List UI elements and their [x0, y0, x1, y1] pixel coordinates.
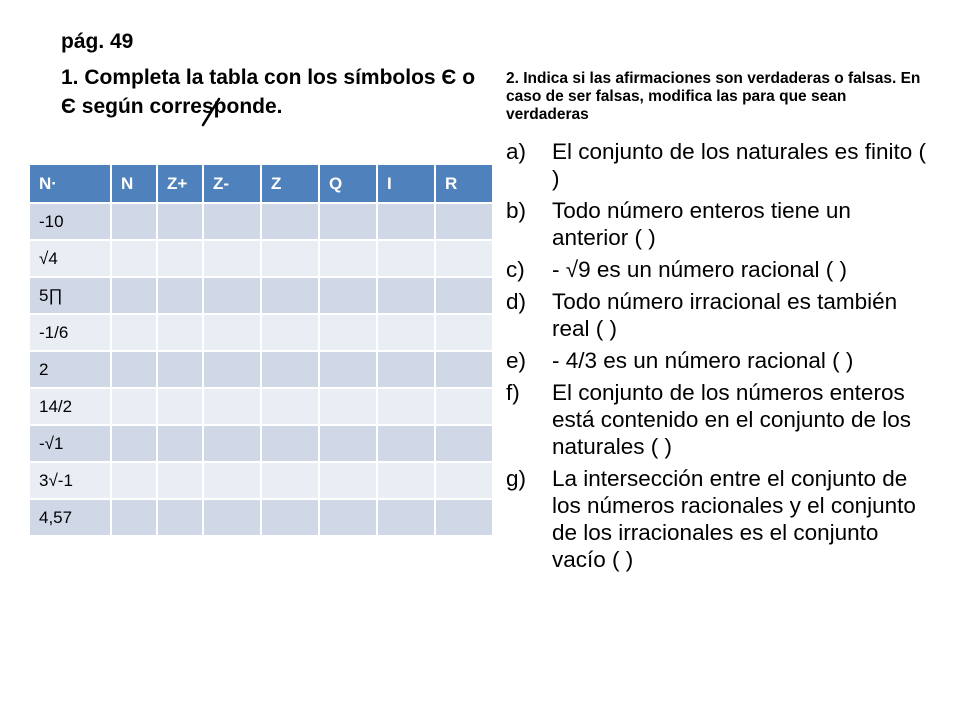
answer-cell[interactable]	[157, 314, 203, 351]
answer-cell[interactable]	[157, 462, 203, 499]
statement-letter: a)	[506, 139, 527, 164]
answer-cell[interactable]	[261, 462, 319, 499]
answer-cell[interactable]	[157, 388, 203, 425]
statement-item	[506, 256, 926, 283]
statement-letter: f)	[506, 380, 520, 405]
answer-cell[interactable]	[435, 314, 493, 351]
answer-cell[interactable]	[157, 203, 203, 240]
table-row	[29, 425, 493, 462]
table-row	[29, 203, 493, 240]
statement-letter: g)	[506, 466, 527, 491]
answer-cell[interactable]	[203, 351, 261, 388]
statement-item	[506, 197, 926, 251]
answer-cell[interactable]	[319, 314, 377, 351]
row-number-cell: -√1	[29, 425, 111, 462]
answer-cell[interactable]	[377, 351, 435, 388]
answer-cell[interactable]	[377, 203, 435, 240]
statement-text: La intersección entre el conjunto de los números racionales y el conjunto de los irracionales es el conjunto vacío ( )	[552, 466, 916, 572]
answer-cell[interactable]	[111, 388, 157, 425]
row-number-cell: 2	[29, 351, 111, 388]
answer-cell[interactable]	[435, 351, 493, 388]
answer-cell[interactable]	[261, 425, 319, 462]
answer-cell[interactable]	[377, 314, 435, 351]
header-cell: Q	[319, 164, 377, 203]
exercise-1-title: 1. Completa la tabla con los símbolos Є o Є según corresponde.	[61, 66, 476, 118]
answer-cell[interactable]	[319, 351, 377, 388]
answer-cell[interactable]	[261, 314, 319, 351]
answer-cell[interactable]	[377, 277, 435, 314]
answer-cell[interactable]	[203, 462, 261, 499]
answer-cell[interactable]	[203, 240, 261, 277]
answer-cell[interactable]	[261, 388, 319, 425]
answer-cell[interactable]	[377, 462, 435, 499]
exercise-2-instructions: 2. Indica si las afirmaciones son verdaderas o falsas. En caso de ser falsas, modifica las para que sean verdaderas	[506, 70, 921, 123]
answer-cell[interactable]	[203, 277, 261, 314]
statement-item	[506, 138, 926, 192]
header-cell: N	[111, 164, 157, 203]
header-cell: R	[435, 164, 493, 203]
statement-text: - 4/3 es un número racional ( )	[552, 348, 854, 373]
table-row	[29, 277, 493, 314]
answer-cell[interactable]	[435, 425, 493, 462]
answer-cell[interactable]	[203, 388, 261, 425]
row-number-cell: 5∏	[29, 277, 111, 314]
row-number-cell: 3√-1	[29, 462, 111, 499]
table-row	[29, 388, 493, 425]
header-cell: Z+	[157, 164, 203, 203]
answer-cell[interactable]	[261, 351, 319, 388]
answer-cell[interactable]	[111, 499, 157, 536]
answer-cell[interactable]	[111, 351, 157, 388]
answer-cell[interactable]	[157, 499, 203, 536]
answer-cell[interactable]	[111, 314, 157, 351]
statement-text: El conjunto de los naturales es finito ( )	[552, 139, 926, 191]
answer-cell[interactable]	[203, 425, 261, 462]
answer-cell[interactable]	[319, 240, 377, 277]
statement-text: - √9 es un número racional ( )	[552, 257, 847, 282]
answer-cell[interactable]	[157, 240, 203, 277]
statement-letter: d)	[506, 289, 527, 314]
answer-cell[interactable]	[111, 425, 157, 462]
answer-cell[interactable]	[261, 499, 319, 536]
answer-cell[interactable]	[157, 277, 203, 314]
answer-cell[interactable]	[377, 499, 435, 536]
table-row	[29, 351, 493, 388]
answer-cell[interactable]	[203, 499, 261, 536]
header-cell: Z-	[203, 164, 261, 203]
answer-cell[interactable]	[435, 462, 493, 499]
answer-cell[interactable]	[435, 240, 493, 277]
statement-letter: b)	[506, 198, 527, 223]
table-row	[29, 314, 493, 351]
answer-cell[interactable]	[261, 277, 319, 314]
answer-cell[interactable]	[319, 462, 377, 499]
table-header-row	[29, 164, 493, 203]
statement-item	[506, 465, 926, 573]
answer-cell[interactable]	[261, 203, 319, 240]
answer-cell[interactable]	[377, 388, 435, 425]
statement-text: El conjunto de los números enteros está contenido en el conjunto de los naturales ( )	[552, 380, 912, 459]
answer-cell[interactable]	[319, 425, 377, 462]
statement-text: Todo número irracional es también real ( )	[552, 289, 898, 341]
answer-cell[interactable]	[261, 240, 319, 277]
answer-cell[interactable]	[111, 462, 157, 499]
header-cell: I	[377, 164, 435, 203]
answer-cell[interactable]	[319, 499, 377, 536]
answer-cell[interactable]	[203, 314, 261, 351]
header-cell: Z	[261, 164, 319, 203]
answer-cell[interactable]	[435, 499, 493, 536]
answer-cell[interactable]	[319, 203, 377, 240]
statement-item	[506, 379, 926, 460]
header-cell: N·	[29, 164, 111, 203]
table-row	[29, 462, 493, 499]
answer-cell[interactable]	[157, 425, 203, 462]
answer-cell[interactable]	[319, 277, 377, 314]
row-number-cell: 14/2	[29, 388, 111, 425]
statements-list	[506, 138, 926, 578]
answer-cell[interactable]	[435, 277, 493, 314]
statement-text: Todo número enteros tiene un anterior ( )	[552, 198, 851, 250]
statement-item	[506, 288, 926, 342]
answer-cell[interactable]	[111, 203, 157, 240]
answer-cell[interactable]	[435, 203, 493, 240]
answer-cell[interactable]	[435, 388, 493, 425]
row-number-cell: 4,57	[29, 499, 111, 536]
answer-cell[interactable]	[111, 240, 157, 277]
table-row	[29, 240, 493, 277]
row-number-cell: -10	[29, 203, 111, 240]
statement-item	[506, 347, 926, 374]
page-number: pág. 49	[61, 30, 134, 53]
answer-cell[interactable]	[111, 277, 157, 314]
statement-letter: e)	[506, 348, 527, 373]
table-row	[29, 499, 493, 536]
answer-cell[interactable]	[319, 388, 377, 425]
row-number-cell: -1/6	[29, 314, 111, 351]
row-number-cell: √4	[29, 240, 111, 277]
answer-cell[interactable]	[377, 425, 435, 462]
statement-letter: c)	[506, 257, 525, 282]
answer-cell[interactable]	[157, 351, 203, 388]
answer-cell[interactable]	[203, 203, 261, 240]
answer-cell[interactable]	[377, 240, 435, 277]
number-sets-table	[28, 163, 494, 537]
not-element-slash-mark	[199, 97, 223, 127]
